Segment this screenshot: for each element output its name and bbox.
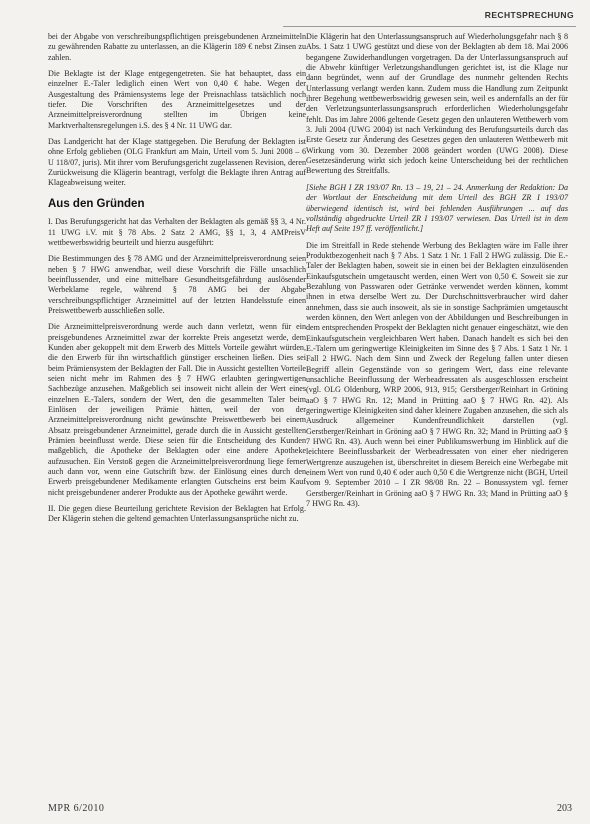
- page-number: 203: [557, 803, 572, 814]
- header-divider: [283, 26, 576, 27]
- paragraph: Die im Streitfall in Rede stehende Werbung des Beklagten wäre im Falle ihrer Produktbezogenheit nach § 7 Abs. 1 Satz 1 Nr. 1 Fall 2 HWG zulässig. Die E.-Taler der Beklagten haben, soweit sie in einen bei der Beklagten einzulösenden Einkaufsgutschein umgetauscht werden, einen Wert von 0,50 €. Soweit sie zur Bezahlung von Passwaren oder Getränke verwendet werden können, kommt ihnen in etwa derselbe Wert zu. Der Durchschnittsverbraucher wird daher annehmen, dass sie auch insoweit, als sie in sonstige Sachprämien umgetauscht werden können, den Wert anlegen von der Abbildungen und Beschreibungen in dem entsprechenden Prospekt der Beklagten nicht genauer eingeschätzt, wie den Einkaufsgutschein vergleichbaren Wert haben. Danach handelt es sich bei den E.-Talern um geringwertige Kleinigkeiten im Sinne des § 7 Abs. 1 Satz 1 Nr. 1 Fall 2 HWG. Nach dem Sinn und Zweck der Regelung fallen unter diesen Begriff allein Gegenstände von so geringem Wert, dass eine relevante unsachliche Beeinflussung der Werbeadressaten als ausgeschlossen erscheint (vgl. OLG Oldenburg, WRP 2006, 913, 915; Gerstberger/Reinhart in Gröning aaO § 7 HWG Rn. 12; Mand in Prütting aaO § 7 HWG Rn. 42). Als geringwertige Kleinigkeiten sind daher kleinere Zugaben anzusehen, die sich als Ausdruck allgemeiner Kundenfreundlichkeit darstellen (vgl. Gerstberger/Reinhart in Gröning aaO § 7 HWG Rn. 32; Mand in Prütting aaO § 7 HWG Rn. 43). Auch wenn bei einer Publikumswerbung im Hinblick auf die leichtere Beeinflussbarkeit der Werbeadressaten von einer eher niedrigeren Wertgrenze auszugehen ist, überschreitet in diesem Bereich eine Werbegabe mit einem Wert von rund 0,40 € oder auch 0,50 € die Wertgrenze nicht (BGH, Urteil vom 9. September 2010 – I ZR 98/08 Rn. 22 – Bonussystem vgl. ferner Gerstberger/Reinhart in Gröning aaO § 7 HWG Rn. 33; Mand in Prütting aaO § 7 HWG Rn. 43).: [306, 240, 568, 509]
- right-column: [306, 32, 568, 515]
- section-heading: Aus den Gründen: [48, 197, 145, 210]
- paragraph: Das Landgericht hat der Klage stattgegeben. Die Berufung der Beklagten ist ohne Erfolg geblieben (OLG Frankfurt am Main, Urteil vom 5. Juni 2008 – 6 U 118/07, juris). Mit ihrer vom Berufungsgericht zugelassenen Revision, deren Zurückweisung die Klägerin beantragt, verfolgt die Beklagte ihren Antrag auf Klageabweisung weiter.: [48, 137, 306, 188]
- paragraph: I. Das Berufungsgericht hat das Verhalten der Beklagten als gemäß §§ 3, 4 Nr. 11 UWG i.V. mit § 78 Abs. 2 Satz 2 AMG, §§ 1, 3, 4 AMPreisV wettbewerbswidrig beurteilt und hierzu ausgeführt:: [48, 217, 306, 247]
- journal-issue: MPR 6/2010: [48, 803, 105, 814]
- editorial-note: [Siehe BGH I ZR 193/07 Rn. 13 – 19, 21 – 24. Anmerkung der Redaktion: Da der Wortlaut der Entscheidung mit dem Urteil des BGH ZR I 193/07 überwiegend identisch ist, wird bei fehlenden Ausführungen ... auf das vollständig abgedruckte Urteil ZR I 193/07 verwiesen. Das Urteil ist in dem Heft auf Seite 197 ff. veröffentlicht.]: [306, 182, 568, 234]
- left-column: [48, 32, 306, 531]
- paragraph: bei der Abgabe von verschreibungspflichtigen preisgebundenen Arzneimitteln zu gewährenden Rabatte zu unterlassen, an die Klägerin 189 € nebst Zinsen zu zahlen.: [48, 32, 306, 62]
- paragraph: Die Beklagte ist der Klage entgegengetreten. Sie hat behauptet, dass ein einzelner E.-Taler lediglich einen Wert von 0,40 € habe. Wegen der Ausgestaltung des Prämiensystems lege der Preisnachlass tatsächlich noch tiefer. Die Vorschriften des Arzneimittelgesetzes und der Arzneimittelpreisverordnung stellten im Übrigen keine Marktverhaltensregelungen i.S. des § 4 Nr. 11 UWG dar.: [48, 69, 306, 130]
- section-label: RECHTSPRECHUNG: [484, 10, 574, 20]
- paragraph: Die Klägerin hat den Unterlassungsanspruch auf Wiederholungsgefahr nach § 8 Abs. 1 Satz 1 UWG gestützt und diese von der Beklagten ab dem 18. Mai 2006 begangene Zuwiderhandlungen vorgetragen. Da der Unterlassungsanspruch auf die Abwehr künftiger Verletzungshandlungen gerichtet ist, ist die Klage nur dann begründet, wenn auf der Grundlage des nunmehr geltenden Rechts Unterlassung verlangt werden kann. Zudem muss die Handlung zum Zeitpunkt ihrer Begehung wettbewerbswidrig gewesen sein, weil es andernfalls an der für den Verletzungsunterlassungsanspruch erforderlichen Wiederholungsgefahr fehlt. Das im Jahre 2006 geltende Gesetz gegen den unlauteren Wettbewerb vom 3. Juli 2004 (UWG 2004) ist nach Verkündung des Berufungsurteils durch das Erste Gesetz zur Änderung des Gesetzes gegen den unlauteren Wettbewerb mit Wirkung vom 30. Dezember 2008 geändert worden (UWG 2008). Diese Gesetzesänderung wirkt sich jedoch keine Unterscheidung bei der rechtlichen Bewertung des Streitfalls.: [306, 32, 568, 176]
- paragraph: Die Bestimmungen des § 78 AMG und der Arzneimittelpreisverordnung seien neben § 7 HWG anwendbar, weil diese Vorschrift die Fälle unsachlich beeinflussender, und eine mittelbare Gesundheitsgefährdung auslösender Werbeklame regele, während § 78 AMG bei der Abgabe verschreibungspflichtiger Arzneimittel auf der letzten Handelsstufe einen Preiswettbewerb ausschließen solle.: [48, 254, 306, 315]
- paragraph: Die Arzneimittelpreisverordnung werde auch dann verletzt, wenn für ein preisgebundenes Arzneimittel zwar der korrekte Preis angesetzt werde, dem Kunden aber gekoppelt mit dem Erwerb des Mittels Vorteile gewährt würden, die den Erwerb für ihn wirtschaftlich günstiger erscheinen ließen. Dies sei beim Prämiensystem der Beklagten der Fall. Die in Aussicht gestellten Vorteile seien nicht mehr im Rahmen des § 7 HWG erlaubten geringwertigen Sachbezüge anzusehen. Maßgeblich sei insoweit nicht allein der Wert eines einzelnen E.-Talers, sondern der Wert, den die gesammelten Taler beim Einlösen der jeweiligen Prämie hätten, weil der von der Arzneimittelpreisverordnung nicht gewünschte Preiswettbewerb bei einem Absatz preisgebundener Arzneimittel, gerade durch die in Aussicht gestellten Prämien beeinflusst werde. Diese seien für die Entscheidung des Kunden maßgeblich, die Apotheke der Beklagten oder eine andere Apotheke aufzusuchen. Ein Verstoß gegen die Arzneimittelpreisverordnung liege ferner auch dann vor, wenn eine Gutschrift bzw. der Einlösung eines durch den Erwerb preisgebundener Medikamente erlangten Gutscheins erst beim Kauf nicht preisgebundener anderer Produkte aus der Apotheke gewährt werde.: [48, 322, 306, 497]
- paragraph: II. Die gegen diese Beurteilung gerichtete Revision der Beklagten hat Erfolg. Der Klägerin stehen die geltend gemachten Unterlassungsansprüche nicht zu.: [48, 504, 306, 524]
